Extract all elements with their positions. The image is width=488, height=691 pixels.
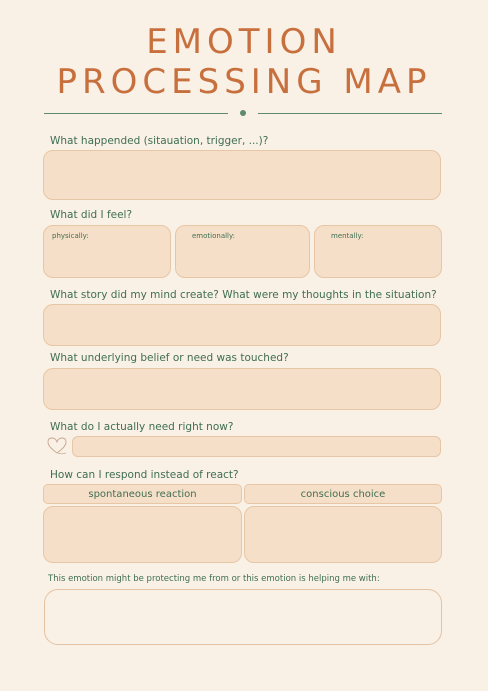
question-feel: What did I feel? <box>50 209 133 221</box>
title-line-1: EMOTION <box>146 22 342 62</box>
heart-icon <box>46 436 68 456</box>
question-happened: What happended (sitauation, trigger, ...)? <box>50 135 269 147</box>
answer-box-emotionally[interactable] <box>175 225 310 278</box>
answer-box-conscious[interactable] <box>244 506 442 563</box>
answer-box-story[interactable] <box>43 304 441 346</box>
answer-box-physically[interactable] <box>43 225 171 278</box>
answer-box-happened[interactable] <box>43 150 441 200</box>
answer-box-spontaneous[interactable] <box>43 506 242 563</box>
label-physically: physically: <box>52 232 89 240</box>
label-mentally: mentally: <box>331 232 364 240</box>
column-header-spontaneous: spontaneous reaction <box>43 484 242 504</box>
answer-box-protecting[interactable] <box>44 589 442 645</box>
answer-box-need[interactable] <box>72 436 441 457</box>
divider-dot <box>240 110 246 116</box>
question-belief: What underlying belief or need was touched? <box>50 352 289 364</box>
question-respond: How can I respond instead of react? <box>50 469 239 481</box>
divider-left <box>44 113 228 114</box>
column-header-conscious: conscious choice <box>244 484 442 504</box>
question-protecting: This emotion might be protecting me from or this emotion is helping me with: <box>48 574 380 584</box>
question-story: What story did my mind create? What were my thoughts in the situation? <box>50 289 437 301</box>
answer-box-mentally[interactable] <box>314 225 442 278</box>
answer-box-belief[interactable] <box>43 368 441 410</box>
divider-right <box>258 113 442 114</box>
question-need: What do I actually need right now? <box>50 421 234 433</box>
label-emotionally: emotionally: <box>192 232 235 240</box>
title-line-2: PROCESSING MAP <box>56 62 432 102</box>
